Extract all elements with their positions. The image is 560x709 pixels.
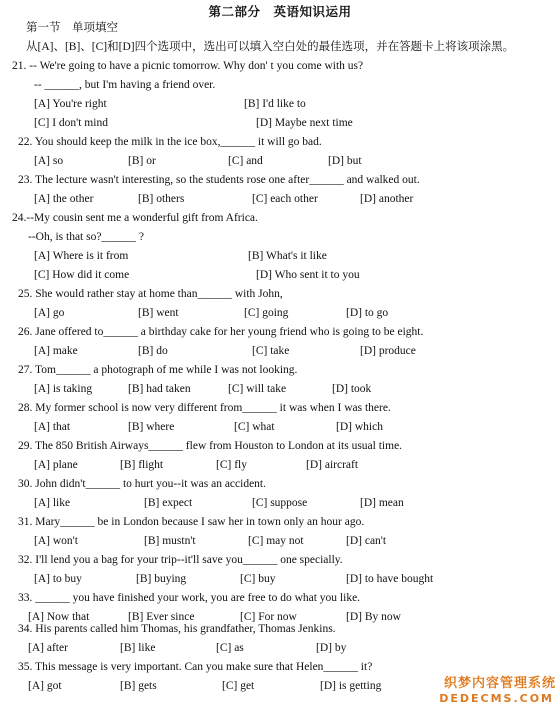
option-a[interactable]: [A] the other xyxy=(34,193,94,205)
instructions: 从[A]、[B]、[C]和[D]四个选项中，选出可以填入空白处的最佳选项，并在答题卡上将该项涂黑。 xyxy=(26,41,515,53)
option-a[interactable]: [A] Now that xyxy=(28,611,90,623)
option-a[interactable]: [A] got xyxy=(28,680,62,692)
option-b[interactable]: [B] buying xyxy=(136,573,187,585)
part-title: 第二部分 英语知识运用 xyxy=(208,5,352,19)
option-c[interactable]: [C] For now xyxy=(240,611,297,623)
option-b[interactable]: [B] What's it like xyxy=(248,250,327,262)
question-stem: 35. This message is very important. Can you make sure that Helen______ it? xyxy=(18,661,373,673)
option-a[interactable]: [A] Where is it from xyxy=(34,250,129,262)
option-b[interactable]: [B] do xyxy=(138,345,168,357)
option-d[interactable]: [D] is getting xyxy=(320,680,382,692)
option-c[interactable]: [C] will take xyxy=(228,383,287,395)
watermark-domain: DEDECMS.COM xyxy=(439,692,554,705)
option-a[interactable]: [A] plane xyxy=(34,459,78,471)
question-stem: 25. She would rather stay at home than______ with John, xyxy=(18,288,283,300)
option-c[interactable]: [C] suppose xyxy=(252,497,308,509)
option-c[interactable]: [C] get xyxy=(222,680,255,692)
option-a[interactable]: [A] is taking xyxy=(34,383,93,395)
option-a[interactable]: [A] You're right xyxy=(34,98,107,110)
option-d[interactable]: [D] By now xyxy=(346,611,401,623)
option-a[interactable]: [A] to buy xyxy=(34,573,82,585)
question-stem: 26. Jane offered to______ a birthday cake for her young friend who is going to be eight. xyxy=(18,326,424,338)
question-stem: 30. John didn't______ to hurt you--it was an accident. xyxy=(18,478,267,490)
option-d[interactable]: [D] took xyxy=(332,383,372,395)
question-stem-line2: -- ______, but I'm having a friend over. xyxy=(34,79,216,91)
option-d[interactable]: [D] Maybe next time xyxy=(256,117,353,129)
option-c[interactable]: [C] each other xyxy=(252,193,318,205)
question-stem: 28. My former school is now very different from______ it was when I was there. xyxy=(18,402,391,414)
option-d[interactable]: [D] can't xyxy=(346,535,387,547)
option-b[interactable]: [B] where xyxy=(128,421,175,433)
option-c[interactable]: [C] take xyxy=(252,345,290,357)
section-title: 第一节 单项填空 xyxy=(26,22,118,34)
question-stem: 34. His parents called him Thomas, his grandfather, Thomas Jenkins. xyxy=(18,623,336,635)
option-a[interactable]: [A] won't xyxy=(34,535,78,547)
option-d[interactable]: [D] mean xyxy=(360,497,404,509)
option-a[interactable]: [A] after xyxy=(28,642,68,654)
question-stem: 21. -- We're going to have a picnic tomorrow. Why don' t you come with us? xyxy=(12,60,364,72)
option-d[interactable]: [D] produce xyxy=(360,345,416,357)
question-stem: 31. Mary______ be in London because I saw her in town only an hour ago. xyxy=(18,516,365,528)
option-d[interactable]: [D] aircraft xyxy=(306,459,359,471)
question-stem-line2: --Oh, is that so?______ ? xyxy=(28,231,144,243)
option-d[interactable]: [D] Who sent it to you xyxy=(256,269,360,281)
question-stem: 29. The 850 British Airways______ flew from Houston to London at its usual time. xyxy=(18,440,403,452)
option-d[interactable]: [D] which xyxy=(336,421,383,433)
option-b[interactable]: [B] others xyxy=(138,193,185,205)
option-a[interactable]: [A] go xyxy=(34,307,65,319)
option-d[interactable]: [D] to go xyxy=(346,307,389,319)
option-b[interactable]: [B] had taken xyxy=(128,383,191,395)
option-b[interactable]: [B] I'd like to xyxy=(244,98,306,110)
option-c[interactable]: [C] what xyxy=(234,421,275,433)
option-a[interactable]: [A] like xyxy=(34,497,71,509)
option-b[interactable]: [B] mustn't xyxy=(144,535,196,547)
option-c[interactable]: [C] may not xyxy=(248,535,304,547)
option-d[interactable]: [D] to have bought xyxy=(346,573,434,585)
option-b[interactable]: [B] Ever since xyxy=(128,611,195,623)
option-c[interactable]: [C] and xyxy=(228,155,263,167)
question-stem: 27. Tom______ a photograph of me while I was not looking. xyxy=(18,364,298,376)
option-a[interactable]: [A] make xyxy=(34,345,78,357)
question-stem: 23. The lecture wasn't interesting, so the students rose one after______ and walked out. xyxy=(18,174,420,186)
option-a[interactable]: [A] so xyxy=(34,155,64,167)
question-stem: 32. I'll lend you a bag for your trip--it'll save you______ one specially. xyxy=(18,554,343,566)
watermark-title: 织梦内容管理系统 xyxy=(443,676,556,691)
option-c[interactable]: [C] fly xyxy=(216,459,247,471)
option-b[interactable]: [B] or xyxy=(128,155,156,167)
option-c[interactable]: [C] How did it come xyxy=(34,269,130,281)
option-c[interactable]: [C] buy xyxy=(240,573,276,585)
question-stem: 22. You should keep the milk in the ice box,______ it will go bad. xyxy=(18,136,322,148)
option-b[interactable]: [B] gets xyxy=(120,680,157,692)
option-d[interactable]: [D] but xyxy=(328,155,362,167)
option-b[interactable]: [B] went xyxy=(138,307,179,319)
option-c[interactable]: [C] I don't mind xyxy=(34,117,108,129)
option-b[interactable]: [B] like xyxy=(120,642,156,654)
question-stem: 24.--My cousin sent me a wonderful gift from Africa. xyxy=(12,212,258,224)
option-c[interactable]: [C] going xyxy=(244,307,289,319)
option-b[interactable]: [B] flight xyxy=(120,459,164,471)
option-a[interactable]: [A] that xyxy=(34,421,71,433)
option-d[interactable]: [D] another xyxy=(360,193,414,205)
option-d[interactable]: [D] by xyxy=(316,642,347,654)
question-stem: 33. ______ you have finished your work, you are free to do what you like. xyxy=(18,592,361,604)
option-c[interactable]: [C] as xyxy=(216,642,244,654)
option-b[interactable]: [B] expect xyxy=(144,497,193,509)
